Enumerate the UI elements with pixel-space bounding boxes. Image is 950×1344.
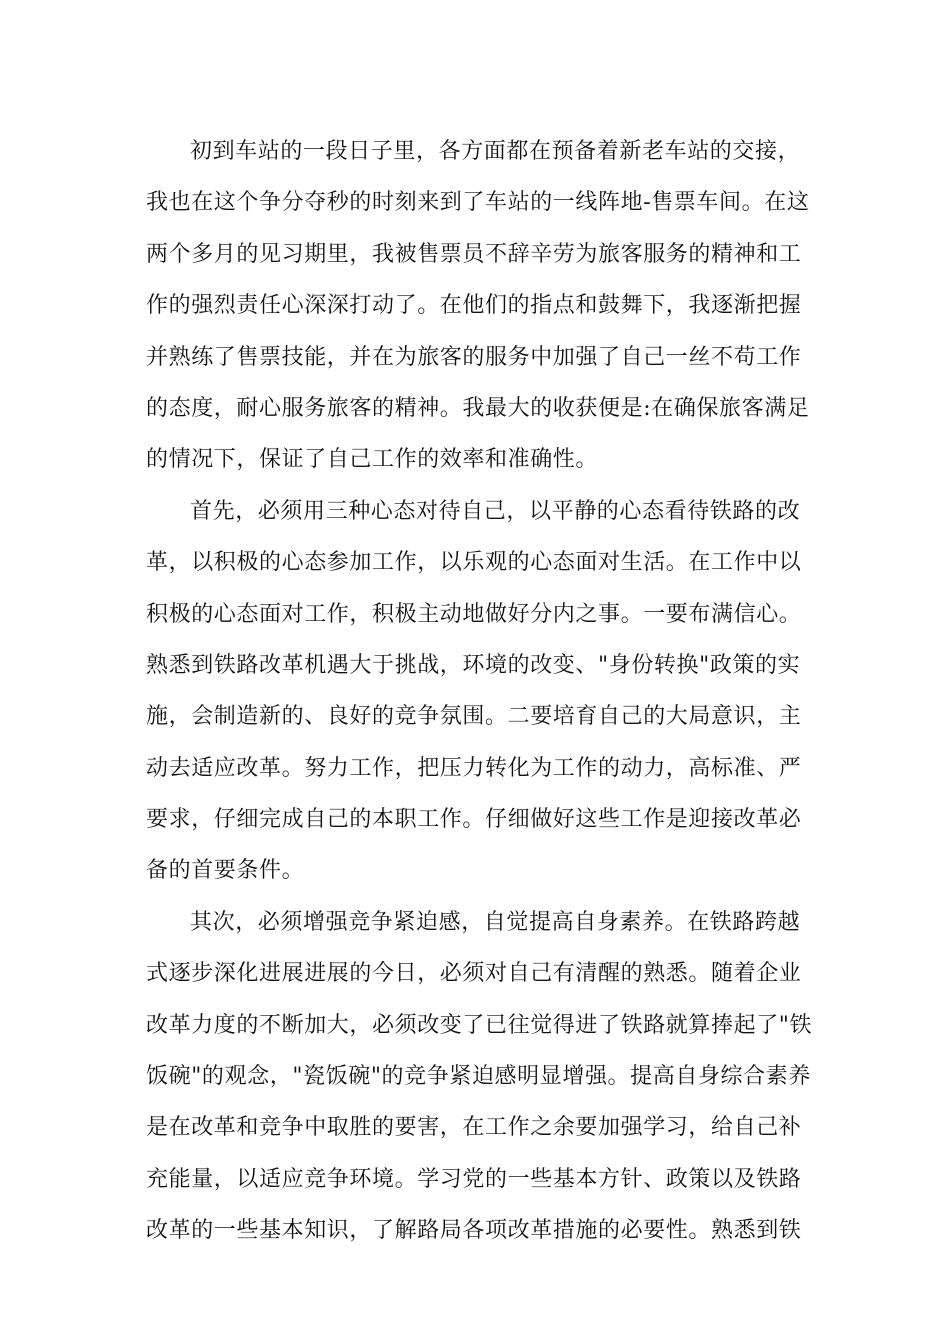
text-line: 我也在这个争分夺秒的时刻来到了车站的一线阵地-售票车间。在这 <box>146 190 810 216</box>
paragraph-3 <box>146 897 813 1257</box>
text-line: 是在改革和竞争中取胜的要害，在工作之余要加强学习，给自己补 <box>146 1115 802 1141</box>
text-line: 备的首要条件。 <box>146 858 305 884</box>
text-line: 的态度，耐心服务旅客的精神。我最大的收获便是:在确保旅客满足 <box>146 395 810 421</box>
text-line: 作的强烈责任心深深打动了。在他们的指点和鼓舞下，我逐渐把握 <box>146 293 802 319</box>
text-line: 饭碗"的观念，"瓷饭碗"的竞争紧迫感明显增强。提高自身综合素养 <box>146 1064 811 1090</box>
text-line: 熟悉到铁路改革机遇大于挑战，环境的改变、"身份转换"政策的实 <box>146 652 801 678</box>
text-line: 改革的一些基本知识，了解路局各项改革措施的必要性。熟悉到铁 <box>146 1218 802 1244</box>
text-line: 动去适应改革。努力工作，把压力转化为工作的动力，高标准、严 <box>146 755 802 781</box>
text-line: 两个多月的见习期里，我被售票员不辞辛劳为旅客服务的精神和工 <box>146 241 802 267</box>
text-line: 首先，必须用三种心态对待自己，以平静的心态看待铁路的改 <box>190 498 801 524</box>
text-line: 要求，仔细完成自己的本职工作。仔细做好这些工作是迎接改革必 <box>146 807 802 833</box>
text-line: 其次，必须增强竞争紧迫感，自觉提高自身素养。在铁路跨越 <box>190 909 801 935</box>
paragraph-2 <box>146 486 806 897</box>
text-line: 革，以积极的心态参加工作，以乐观的心态面对生活。在工作中以 <box>146 550 802 576</box>
document-body <box>146 126 813 1257</box>
text-line: 并熟练了售票技能，并在为旅客的服务中加强了自己一丝不苟工作 <box>146 344 802 370</box>
text-line: 式逐步深化进展进展的今日，必须对自己有清醒的熟悉。随着企业 <box>146 961 802 987</box>
text-line: 施，会制造新的、良好的竞争氛围。二要培育自己的大局意识，主 <box>146 704 802 730</box>
paragraph-1 <box>146 126 810 486</box>
text-line: 充能量，以适应竞争环境。学习党的一些基本方针、政策以及铁路 <box>146 1166 802 1192</box>
text-line: 改革力度的不断加大，必须改变了已往觉得进了铁路就算捧起了"铁 <box>146 1012 813 1038</box>
text-line: 积极的心态面对工作，积极主动地做好分内之事。一要布满信心。 <box>146 601 802 627</box>
text-line: 的情况下，保证了自己工作的效率和准确性。 <box>146 447 599 473</box>
text-line: 初到车站的一段日子里，各方面都在预备着新老车站的交接， <box>190 139 801 164</box>
